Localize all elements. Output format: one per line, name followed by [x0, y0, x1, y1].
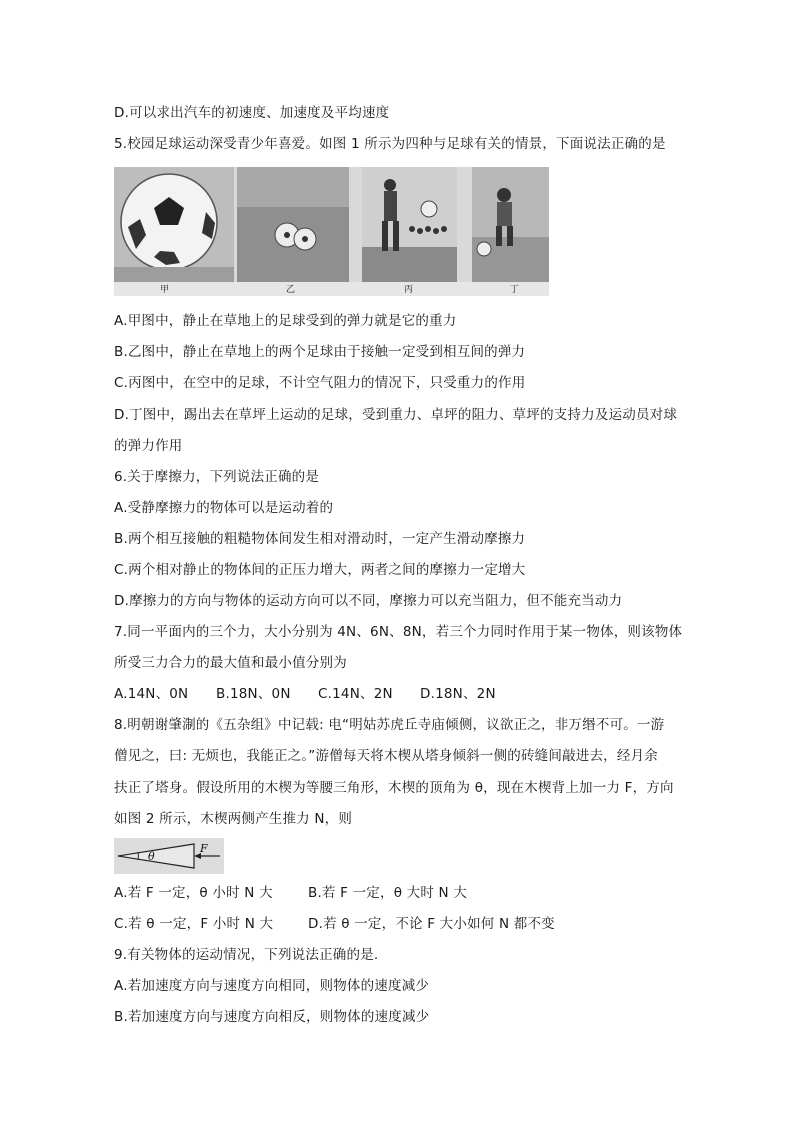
figure-1-illustration	[114, 167, 549, 296]
q8-stem-4: 如图 2 所示，木楔两侧产生推力 N，则	[114, 811, 353, 827]
q8-option-b: B.若 F 一定，θ 大时 N 大	[308, 885, 468, 901]
caption-yi: 乙	[286, 285, 296, 295]
q6-option-c: C.两个相对静止的物体间的正压力增大，两者之间的摩擦力一定增大	[114, 562, 526, 578]
caption-ding: 丁	[510, 285, 520, 295]
q6-option-d: D.摩擦力的方向与物体的运动方向可以不同，摩擦力可以充当阻力，但不能充当动力	[114, 593, 623, 609]
q8-options-row-2	[114, 915, 555, 933]
q5-stem: 5.校园足球运动深受青少年喜爱。如图 1 所示为四种与足球有关的情景，下面说法正确的是	[114, 136, 666, 152]
q8-stem-2: 僧见之，曰: 无烦也，我能正之。”游僧每天将木楔从塔身倾斜一侧的砖缝间敲进去，经月余	[114, 748, 658, 764]
q5-option-c: C.丙图中，在空中的足球，不计空气阻力的情况下，只受重力的作用	[114, 375, 526, 391]
q5-option-a: A.甲图中，静止在草地上的足球受到的弹力就是它的重力	[114, 313, 457, 329]
wedge-diagram	[114, 838, 224, 874]
q8-option-d: D.若 θ 一定，不论 F 大小如何 N 都不变	[308, 916, 555, 932]
force-label: F	[200, 842, 208, 855]
caption-bing: 丙	[404, 285, 414, 295]
q7-option-b: B.18N、0N	[216, 686, 291, 702]
q7-option-c: C.14N、2N	[318, 686, 393, 702]
q9-option-a: A.若加速度方向与速度方向相同，则物体的速度减少	[114, 978, 430, 994]
q9-option-b: B.若加速度方向与速度方向相反，则物体的速度减少	[114, 1009, 430, 1025]
q8-options-row-1	[114, 884, 467, 902]
q8-option-c: C.若 θ 一定，F 小时 N 大	[114, 916, 274, 932]
q7-option-a: A.14N、0N	[114, 686, 189, 702]
theta-label: θ	[148, 850, 155, 863]
q5-option-d-cont: 的弹力作用	[114, 438, 183, 454]
q7-option-d: D.18N、2N	[420, 686, 496, 702]
q4-option-d: D.可以求出汽车的初速度、加速度及平均速度	[114, 105, 390, 121]
q6-stem: 6.关于摩擦力，下列说法正确的是	[114, 469, 320, 485]
q8-option-a: A.若 F 一定，θ 小时 N 大	[114, 885, 273, 901]
caption-jia: 甲	[160, 285, 170, 295]
q7-stem: 7.同一平面内的三个力，大小分别为 4N、6N、8N，若三个力同时作用于某一物体，则该物体	[114, 624, 683, 640]
q5-option-d: D.丁图中，踢出去在草坪上运动的足球，受到重力、卓坪的阻力、草坪的支持力及运动员对球	[114, 407, 678, 423]
figure-2-wedge	[114, 838, 224, 874]
q5-option-b: B.乙图中，静止在草地上的两个足球由于接触一定受到相互间的弹力	[114, 344, 526, 360]
q8-stem-1: 8.明朝谢肇淛的《五杂组》中记载: 电“明姑苏虎丘寺庙倾侧，议欲正之，非万缗不可。一游	[114, 717, 665, 733]
q7-options	[114, 685, 496, 703]
figure-1-photos	[114, 167, 549, 296]
q7-stem-cont: 所受三力合力的最大值和最小值分别为	[114, 655, 347, 671]
q6-option-b: B.两个相互接触的粗糙物体间发生相对滑动时，一定产生滑动摩擦力	[114, 531, 526, 547]
q8-stem-3: 扶正了塔身。假设所用的木楔为等腰三角形，木楔的顶角为 θ，现在木楔背上加一力 F，方向	[114, 780, 674, 796]
q9-stem: 9.有关物体的运动情况，下列说法正确的是.	[114, 947, 379, 963]
q6-option-a: A.受静摩擦力的物体可以是运动着的	[114, 500, 334, 516]
